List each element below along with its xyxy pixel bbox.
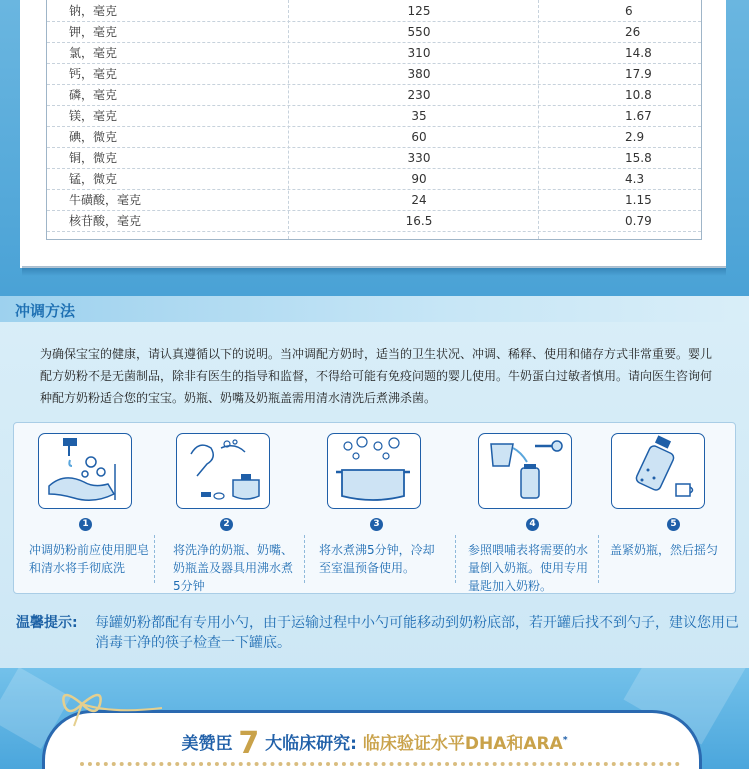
- section-title-bar: [0, 296, 749, 322]
- clinical-study-banner-section: [0, 668, 749, 769]
- preparation-instructions: 为确保宝宝的健康，请认真遵循以下的说明。当冲调配方奶时，适当的卫生状况、冲调、稀释、使用和储存方式非常重要。婴儿配方奶粉不是无菌制品，除非有医生的指导和监督，不得给可能有免疫问题的婴儿使用。牛奶蛋白过敏者慎用。请向医生咨询何种配方奶粉适合您的宝宝。奶瓶、奶嘴及奶瓶盖需用清水清洗后煮沸杀菌。: [40, 347, 713, 405]
- nutrient-name: 牛磺酸，毫克: [69, 193, 142, 207]
- pouring-water-icon: [478, 433, 572, 509]
- nutrient-name: 钙，毫克: [69, 67, 118, 81]
- step-number: 5: [667, 518, 680, 531]
- steps-panel: [13, 422, 736, 594]
- value-per-100kcal: 0.79: [625, 214, 652, 228]
- shaking-bottle-icon: [611, 433, 705, 509]
- preparation-method-section: [0, 296, 749, 668]
- step-number: 3: [370, 518, 383, 531]
- step-3-text: 将水煮沸5分钟，冷却至室温预备使用。: [319, 543, 435, 575]
- hand-washing-icon: [38, 433, 132, 509]
- table-row: [47, 148, 701, 169]
- value-per-100g: 230: [407, 88, 431, 102]
- bottle-washing-icon: [176, 433, 270, 509]
- value-per-100kcal: 15.8: [625, 151, 652, 165]
- value-per-100g: 330: [407, 151, 431, 165]
- tip-label: 温馨提示:: [16, 615, 78, 631]
- step-5-text: 盖紧奶瓶，然后摇匀: [610, 543, 719, 557]
- step-2-text: 将洗净的奶瓶、奶嘴、奶瓶盖及器具用沸水煮5分钟: [173, 543, 294, 593]
- table-row: [47, 1, 701, 22]
- value-per-100g: 16.5: [405, 214, 433, 228]
- step-1-text: 冲调奶粉前应使用肥皂和清水将手彻底洗: [29, 543, 150, 575]
- value-per-100g: 125: [407, 4, 431, 18]
- ribbon-icon: [52, 684, 162, 728]
- nutrient-name: 碘，微克: [69, 130, 118, 144]
- banner-highlight: 临床验证水平DHA和ARA: [362, 734, 563, 754]
- table-row: [47, 43, 701, 64]
- table-row: [47, 22, 701, 43]
- step-separator: [304, 535, 305, 583]
- nutrition-table: [46, 0, 702, 240]
- value-per-100kcal: 17.9: [625, 67, 652, 81]
- value-per-100kcal: 14.8: [625, 46, 652, 60]
- value-per-100kcal: 10.8: [625, 88, 652, 102]
- card-shadow: [22, 266, 726, 276]
- table-row: [47, 64, 701, 85]
- table-row: [47, 106, 701, 127]
- banner-suffix: 大临床研究:: [265, 734, 357, 754]
- footnote-mark: *: [562, 735, 568, 746]
- nutrient-name: 核苷酸，毫克: [69, 214, 142, 228]
- value-per-100kcal: 1.15: [625, 193, 652, 207]
- step-number: 1: [79, 518, 92, 531]
- step-separator: [598, 535, 599, 583]
- step-separator: [455, 535, 456, 583]
- nutrient-name: 钾，毫克: [69, 25, 118, 39]
- value-per-100g: 60: [411, 130, 427, 144]
- table-row: [47, 85, 701, 106]
- nutrient-name: 磷，毫克: [69, 88, 118, 102]
- section-title: 冲调方法: [15, 302, 76, 320]
- study-count: 7: [238, 726, 260, 761]
- value-per-100g: 550: [407, 25, 431, 39]
- table-row: [47, 211, 701, 232]
- step-number: 2: [220, 518, 233, 531]
- value-per-100g: 90: [411, 172, 427, 186]
- nutrient-name: 钠，毫克: [69, 4, 118, 18]
- step-number: 4: [526, 518, 539, 531]
- value-per-100g: 24: [411, 193, 427, 207]
- step-separator: [154, 535, 155, 583]
- value-per-100g: 380: [407, 67, 431, 81]
- banner-subtitle-line: [80, 762, 680, 769]
- table-row: [47, 190, 701, 211]
- value-per-100g: 310: [407, 46, 431, 60]
- nutrient-name: 氯，毫克: [69, 46, 118, 60]
- step-4-text: 参照喂哺表将需要的水量倒入奶瓶。使用专用量匙加入奶粉。: [468, 543, 589, 593]
- value-per-100kcal: 4.3: [625, 172, 645, 186]
- value-per-100g: 35: [411, 109, 427, 123]
- brand-name: 美赞臣: [181, 734, 233, 754]
- value-per-100kcal: 1.67: [625, 109, 652, 123]
- banner-title: [0, 726, 749, 761]
- table-row: [47, 127, 701, 148]
- value-per-100kcal: 6: [625, 4, 633, 18]
- nutrient-name: 锰，微克: [69, 172, 118, 186]
- nutrient-name: 铜，微克: [69, 151, 118, 165]
- value-per-100kcal: 26: [625, 25, 641, 39]
- warm-tip: [16, 613, 739, 651]
- boiling-pot-icon: [327, 433, 421, 509]
- nutrient-name: 镁，毫克: [69, 109, 118, 123]
- value-per-100kcal: 2.9: [625, 130, 645, 144]
- table-row: [47, 169, 701, 190]
- tip-text: 每罐奶粉都配有专用小勺，由于运输过程中小勺可能移动到奶粉底部，若开罐后找不到勺子，建议您用已消毒干净的筷子检查一下罐底。: [95, 615, 739, 651]
